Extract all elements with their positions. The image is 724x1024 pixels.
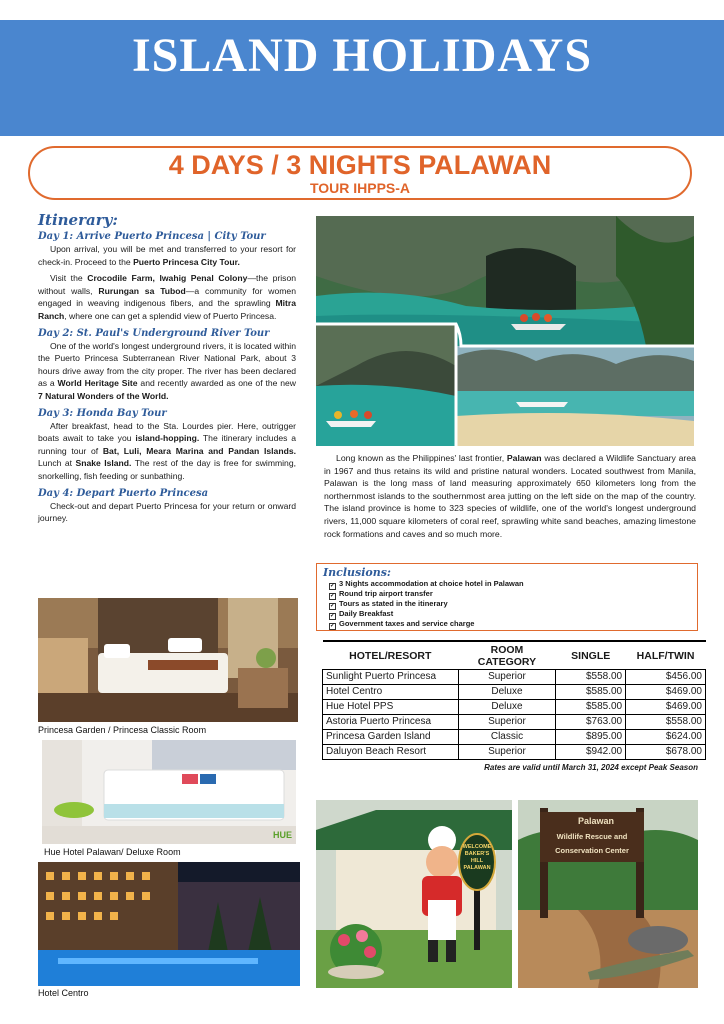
- table-row: [323, 670, 706, 685]
- table-row: [323, 730, 706, 745]
- inclusion-text: Daily Breakfast: [339, 609, 394, 618]
- room-cell: Superior: [458, 670, 556, 685]
- inclusions-box: [316, 563, 698, 631]
- bakers-hill-sign: WELCOME BAKER'S HILL PALAWAN: [462, 844, 492, 871]
- checkbox-icon: ✓: [330, 603, 336, 609]
- text-bold: Snake Island.: [75, 458, 132, 469]
- text: Check-out and depart Puerto Princesa for your return or onward journey.: [38, 500, 296, 524]
- caption-room-1: Princesa Garden / Princesa Classic Room: [38, 725, 207, 735]
- text: , where one can get a splendid view of Puerto Princesa.: [64, 310, 277, 321]
- room-cell: Deluxe: [458, 685, 556, 700]
- table-row: [323, 715, 706, 730]
- bakers-hill-image: [316, 800, 512, 988]
- wildlife-sign-line-3: Conservation Center: [555, 846, 629, 855]
- checkbox-icon: ✓: [330, 583, 336, 589]
- caption-room-3: Hotel Centro: [38, 988, 89, 998]
- hotel-cell: Daluyon Beach Resort: [323, 745, 459, 760]
- text: One of the world's longest underground rivers, it is located within the Puerto Princesa Subterranean River National Park, about 3 hours drive away from the city proper. The river has been declared as a: [38, 340, 296, 389]
- day-3-title: Day 3: Honda Bay Tour: [38, 407, 167, 419]
- twin-cell: $456.00: [626, 670, 706, 685]
- tour-title-box: [28, 146, 692, 200]
- bakers-hill-photo: [316, 800, 512, 988]
- day-1-paragraph-2: [38, 272, 296, 322]
- day-1-paragraph-1: [38, 243, 296, 268]
- single-cell: $895.00: [556, 730, 626, 745]
- text-bold: Palawan: [506, 453, 542, 463]
- day-2-title: Day 2: St. Paul's Underground River Tour: [38, 327, 270, 339]
- single-cell: $585.00: [556, 685, 626, 700]
- checkbox-icon: ✓: [330, 593, 336, 599]
- hotel-room-image: [42, 740, 296, 844]
- checkbox-icon: ✓: [330, 623, 336, 629]
- text: After breakfast, head to the Sta. Lourdes pier. Here, outrigger boats await to take you: [38, 420, 296, 444]
- text: Visit the: [50, 273, 88, 284]
- hotel-cell: Hue Hotel PPS: [323, 700, 459, 715]
- inclusions-list: [323, 579, 691, 629]
- table-row: [323, 700, 706, 715]
- header-single: SINGLE: [556, 641, 626, 670]
- text: The rest of the day is free for swimming, snorkelling, fish feeding or sunbathing.: [38, 458, 296, 481]
- tour-title: 4 DAYS / 3 NIGHTS PALAWAN: [168, 150, 552, 180]
- checkbox-icon: ✓: [330, 613, 336, 619]
- inclusions-heading: Inclusions:: [323, 566, 391, 579]
- text-bold: 7 Natural Wonders of the World.: [38, 390, 169, 401]
- table-row: [323, 685, 706, 700]
- single-cell: $763.00: [556, 715, 626, 730]
- text: —the prison without walls,: [38, 273, 296, 296]
- river-collage-image: [316, 216, 694, 446]
- single-cell: $942.00: [556, 745, 626, 760]
- text: The itinerary includes a running tour of: [38, 433, 296, 456]
- text-bold: Bat, Luli, Meara Marina and Pandan Islands.: [102, 445, 296, 456]
- list-item: [329, 579, 691, 589]
- hotel-centro-photo: [38, 862, 300, 986]
- inclusion-text: Tours as stated in the itinerary: [339, 599, 448, 608]
- header-hotel: HOTEL/RESORT: [323, 641, 459, 670]
- list-item: [329, 609, 691, 619]
- rates-validity-note: Rates are valid until March 31, 2024 except Peak Season: [484, 763, 698, 772]
- single-cell: $558.00: [556, 670, 626, 685]
- room-cell: Superior: [458, 715, 556, 730]
- inclusion-text: 3 Nights accommodation at choice hotel in Palawan: [339, 579, 524, 588]
- text-bold: Rurungan sa Tubod: [98, 285, 186, 296]
- text-bold: World Heritage Site: [57, 378, 138, 389]
- table-row: [323, 745, 706, 760]
- hotel-exterior-image: [38, 862, 300, 986]
- page-title: ISLAND HOLIDAYS: [131, 29, 593, 82]
- text: Upon arrival, you will be met and transferred to your resort for check-in. Proceed to the: [38, 244, 296, 267]
- twin-cell: $558.00: [626, 715, 706, 730]
- text: Lunch at: [38, 458, 76, 469]
- tour-code: TOUR IHPPS-A: [309, 180, 411, 196]
- caption-room-2: Hue Hotel Palawan/ Deluxe Room: [44, 847, 181, 857]
- single-cell: $585.00: [556, 700, 626, 715]
- hue-hotel-room-photo: [42, 740, 296, 844]
- itinerary-heading: Itinerary:: [38, 211, 118, 229]
- wildlife-center-image: [518, 800, 698, 988]
- room-cell: Superior: [458, 745, 556, 760]
- hotel-cell: Princesa Garden Island: [323, 730, 459, 745]
- day-4-paragraph: [38, 500, 296, 525]
- text: Long known as the Philippines' last frontier,: [336, 453, 507, 463]
- list-item: [329, 589, 691, 599]
- wildlife-center-photo: [518, 800, 698, 988]
- text-bold: island-hopping.: [135, 433, 200, 444]
- itinerary-column: [38, 212, 296, 529]
- inclusion-text: Round trip airport transfer: [339, 589, 433, 598]
- text-bold: Mitra Ranch: [38, 298, 296, 321]
- day-2-paragraph: [38, 340, 296, 403]
- princesa-garden-room-photo: [38, 598, 298, 722]
- text: —a community for women engaged in weaving indigenous fibers, and the sprawling: [38, 285, 296, 309]
- header-half-twin: HALF/TWIN: [626, 641, 706, 670]
- rates-table: [322, 640, 706, 760]
- inclusion-text: Government taxes and service charge: [339, 619, 475, 628]
- text-bold: Puerto Princesa City Tour.: [133, 256, 240, 267]
- palawan-description: [324, 452, 696, 540]
- hue-logo: HUE: [272, 830, 292, 840]
- hotel-cell: Sunlight Puerto Princesa: [323, 670, 459, 685]
- list-item: [329, 599, 691, 609]
- room-cell: Classic: [458, 730, 556, 745]
- hotel-room-image: [38, 598, 298, 722]
- hotel-cell: Astoria Puerto Princesa: [323, 715, 459, 730]
- text: was declared a Wildlife Sanctuary area in 1967 and thus retains its wild and pristine natural wonders. Located southwest from Manila, Palawan is the long mass of land measuring approximately 650 kilometers long from the northernmost islands to the southernmost area jutting on the left side on the map of the country. The island province is home to 323 species of wildlife, one of the world's longest underground rivers, 11,000 square kilometers of coral reef, sprawling white sand beaches, amazing limestone rock formations and caves and so much more.: [324, 453, 696, 539]
- underground-river-photo: [316, 216, 694, 446]
- twin-cell: $624.00: [626, 730, 706, 745]
- day-3-paragraph: [38, 420, 296, 483]
- twin-cell: $469.00: [626, 685, 706, 700]
- wildlife-sign-line-2: Wildlife Rescue and: [556, 832, 628, 841]
- list-item: [329, 619, 691, 629]
- twin-cell: $678.00: [626, 745, 706, 760]
- table-header-row: [323, 641, 706, 670]
- day-1-title: Day 1: Arrive Puerto Princesa | City Tour: [38, 231, 266, 242]
- text: and recently awarded as one of the new: [137, 378, 296, 389]
- text-bold: Crocodile Farm, Iwahig Penal Colony: [87, 273, 248, 284]
- room-cell: Deluxe: [458, 700, 556, 715]
- header-room-category: ROOM CATEGORY: [458, 641, 556, 670]
- twin-cell: $469.00: [626, 700, 706, 715]
- day-4-title: Day 4: Depart Puerto Princesa: [38, 487, 209, 499]
- hotel-cell: Hotel Centro: [323, 685, 459, 700]
- wildlife-sign-line-1: Palawan: [577, 816, 615, 826]
